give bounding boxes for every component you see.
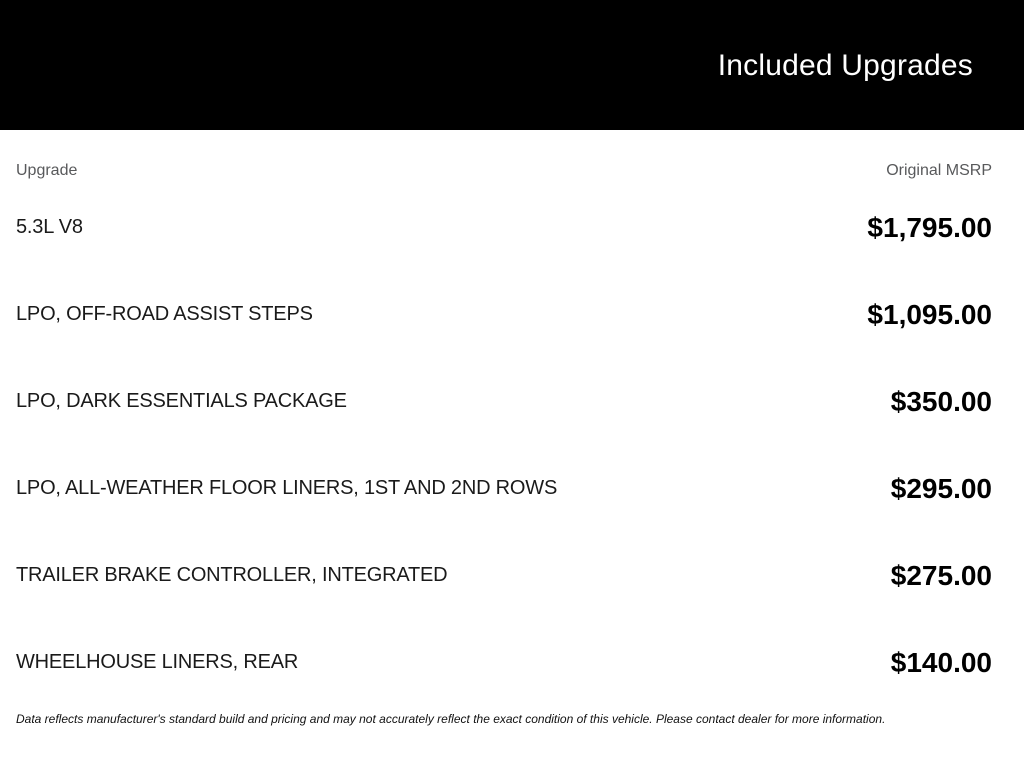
upgrade-name: TRAILER BRAKE CONTROLLER, INTEGRATED — [16, 564, 448, 587]
disclaimer-text: Data reflects manufacturer's standard build and pricing and may not accurately reflect the exact condition of this vehicle. Please contact dealer for more information. — [16, 712, 886, 727]
upgrades-table — [0, 161, 1024, 706]
upgrade-name: LPO, DARK ESSENTIALS PACKAGE — [16, 390, 347, 413]
upgrade-price: $1,795.00 — [867, 211, 992, 243]
table-row — [16, 619, 992, 706]
upgrade-name: LPO, ALL-WEATHER FLOOR LINERS, 1ST AND 2ND ROWS — [16, 477, 558, 500]
upgrade-price: $275.00 — [890, 559, 992, 591]
column-header-original-msrp: Original MSRP — [886, 162, 992, 179]
table-row — [16, 271, 992, 358]
page-title: Included Upgrades — [717, 48, 973, 82]
upgrade-name: LPO, OFF-ROAD ASSIST STEPS — [16, 303, 313, 326]
column-header-upgrade: Upgrade — [16, 162, 78, 179]
upgrade-price: $140.00 — [890, 646, 992, 678]
upgrade-price: $295.00 — [890, 472, 992, 504]
table-header-row — [16, 161, 992, 180]
table-row — [16, 184, 992, 271]
upgrade-price: $1,095.00 — [867, 298, 992, 330]
table-body — [16, 184, 992, 706]
table-row — [16, 532, 992, 619]
upgrade-name: 5.3L V8 — [16, 216, 83, 239]
page-header — [0, 0, 1024, 130]
upgrade-price: $350.00 — [890, 385, 992, 417]
table-row — [16, 445, 992, 532]
upgrade-name: WHEELHOUSE LINERS, REAR — [16, 651, 299, 674]
table-row — [16, 358, 992, 445]
